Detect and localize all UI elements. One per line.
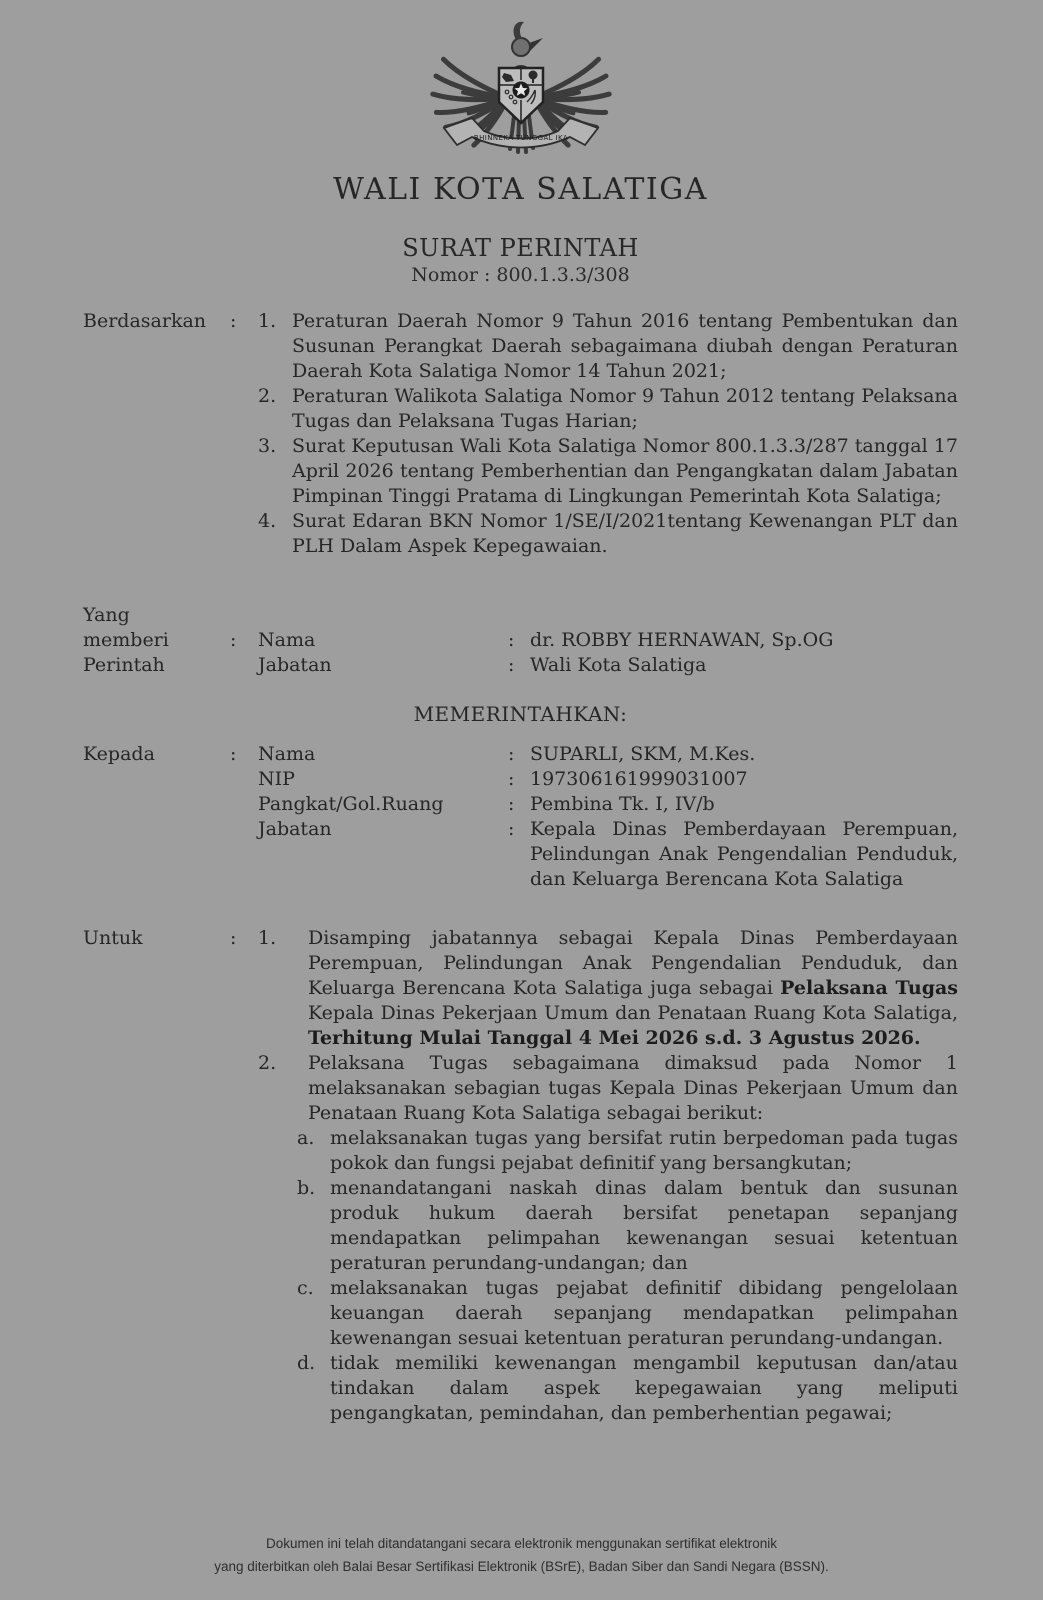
- item-text: tidak memiliki kewenangan mengambil keputusan dan/atau tindakan dalam aspek kepegawaian yang meliputi pengangkatan, pemindahan, dan pemberhentian pegawai;: [330, 1352, 958, 1424]
- item-marker: 1.: [258, 310, 277, 332]
- item-text-part: Disamping jabatannya sebagai Kepala Dinas Pemberdayaan Perempuan, Pelindungan Anak Pengendalian Penduduk, dan Keluarga Berencana Kota Salatiga juga sebagai: [308, 927, 958, 999]
- emblem-motto-text: BHINNEKA TUNGGAL IKA: [473, 134, 568, 142]
- item-marker: 3.: [258, 435, 277, 457]
- pemberi-label: Yang: [83, 604, 130, 626]
- list-item: [258, 926, 958, 1051]
- field-value: Kepala Dinas Pemberdayaan Perempuan, Pelindungan Anak Pengendalian Penduduk, dan Keluarga Berencana Kota Salatiga: [530, 818, 958, 890]
- colon-separator: :: [508, 768, 515, 790]
- item-text: Surat Edaran BKN Nomor 1/SE/I/2021tentang Kewenangan PLT dan PLH Dalam Aspek Kepegawaian.: [292, 510, 958, 557]
- colon-separator: :: [508, 629, 515, 651]
- item-text-part: Kepala Dinas Pekerjaan Umum dan Penataan Ruang Kota Salatiga,: [308, 1002, 958, 1024]
- colon-separator: :: [508, 654, 515, 676]
- field-value: SUPARLI, SKM, M.Kes.: [530, 743, 756, 765]
- untuk-list: [258, 926, 958, 1426]
- list-item: [258, 309, 958, 384]
- item-text: Surat Keputusan Wali Kota Salatiga Nomor 800.1.3.3/287 tanggal 17 April 2026 tentang Pemberhentian dan Pengangkatan dalam Jabatan Pimpinan Tinggi Pratama di Lingkungan Pemerintah Kota Salatiga;: [292, 435, 958, 507]
- item-text-bold: Terhitung Mulai Tanggal 4 Mei 2026 s.d. 3 Agustus 2026.: [308, 1027, 921, 1049]
- pemberi-label: memberi: [83, 629, 169, 651]
- item-text: [308, 926, 958, 1051]
- berdasarkan-list: [258, 309, 958, 559]
- berdasarkan-label: Berdasarkan: [83, 310, 207, 332]
- field-value: Wali Kota Salatiga: [530, 654, 707, 676]
- field-value: Pembina Tk. I, IV/b: [530, 793, 715, 815]
- item-text: menandatangani naskah dinas dalam bentuk dan susunan produk hukum daerah bersifat penetapan sepanjang mendapatkan pelimpahan kewenangan sesuai ketentuan peraturan perundang-undangan; dan: [330, 1177, 958, 1274]
- item-text: melaksanakan tugas yang bersifat rutin berpedoman pada tugas pokok dan fungsi pejabat definitif yang bersangkutan;: [330, 1127, 958, 1174]
- memerintahkan-heading: MEMERINTAHKAN:: [413, 702, 628, 726]
- footer-line: Dokumen ini telah ditandatangani secara elektronik menggunakan sertifikat elektronik: [265, 1536, 778, 1551]
- item-marker: b.: [297, 1177, 316, 1199]
- item-text: Peraturan Walikota Salatiga Nomor 9 Tahun 2012 tentang Pelaksana Tugas dan Pelaksana Tugas Harian;: [292, 385, 958, 432]
- item-text-bold: Pelaksana Tugas: [780, 977, 958, 999]
- item-marker: 2.: [258, 1052, 277, 1074]
- untuk-sub-list: [297, 1126, 958, 1426]
- doc-title: SURAT PERINTAH: [402, 234, 639, 262]
- list-item: [258, 509, 958, 559]
- electronic-signature-footer: [0, 1532, 1043, 1578]
- footer-line: yang diterbitkan oleh Balai Besar Sertifikasi Elektronik (BSrE), Badan Siber dan Sandi Negara (BSSN).: [214, 1559, 829, 1574]
- item-text: Pelaksana Tugas sebagaimana dimaksud pada Nomor 1 melaksanakan sebagian tugas Kepala Dinas Pekerjaan Umum dan Penataan Ruang Kota Salatiga sebagai berikut:: [308, 1052, 958, 1124]
- item-body: [297, 1051, 958, 1426]
- item-marker: a.: [297, 1127, 315, 1149]
- item-marker: 4.: [258, 510, 277, 532]
- colon-separator: :: [508, 818, 515, 840]
- sub-list-item: [297, 1351, 958, 1426]
- field-label: Pangkat/Gol.Ruang: [258, 793, 444, 815]
- sub-list-item: [297, 1176, 958, 1276]
- field-label: Nama: [258, 743, 316, 765]
- item-marker: c.: [297, 1277, 314, 1299]
- item-text: Peraturan Daerah Nomor 9 Tahun 2016 tentang Pembentukan dan Susunan Perangkat Daerah sebagaimana diubah dengan Peraturan Daerah Kota Salatiga Nomor 14 Tahun 2021;: [292, 310, 958, 382]
- item-marker: 1.: [258, 927, 277, 949]
- colon-separator: :: [508, 743, 515, 765]
- pemberi-perintah-section: [83, 603, 958, 678]
- doc-number: Nomor : 800.1.3.3/308: [411, 264, 630, 286]
- field-label: Jabatan: [258, 818, 332, 840]
- institution-title: WALI KOTA SALATIGA: [333, 172, 708, 207]
- list-item: [258, 1051, 958, 1426]
- list-item: [258, 434, 958, 509]
- field-value: 197306161999031007: [530, 768, 748, 790]
- field-label: Nama: [258, 629, 316, 651]
- pemberi-label: Perintah: [83, 654, 165, 676]
- untuk-label: Untuk: [83, 927, 143, 949]
- colon-separator: :: [230, 927, 237, 949]
- letterhead: [83, 14, 958, 207]
- sub-list-item: [297, 1276, 958, 1351]
- colon-separator: :: [508, 793, 515, 815]
- sub-list-item: [297, 1126, 958, 1176]
- colon-separator: :: [230, 629, 237, 651]
- berdasarkan-section: [83, 309, 958, 559]
- list-item: [258, 384, 958, 434]
- doc-title-block: [83, 234, 958, 286]
- item-marker: 2.: [258, 385, 277, 407]
- colon-separator: :: [230, 743, 237, 765]
- item-text: melaksanakan tugas pejabat definitif dibidang pengelolaan keuangan daerah sepanjang mendapatkan pelimpahan kewenangan sesuai ketentuan peraturan perundang-undangan.: [330, 1277, 958, 1349]
- garuda-pancasila-emblem: [426, 14, 616, 164]
- kepada-section: [83, 742, 958, 892]
- kepada-label: Kepada: [83, 743, 155, 765]
- untuk-section: [83, 926, 958, 1426]
- field-label: NIP: [258, 768, 295, 790]
- field-value: dr. ROBBY HERNAWAN, Sp.OG: [530, 629, 834, 651]
- field-label: Jabatan: [258, 654, 332, 676]
- colon-separator: :: [230, 310, 237, 332]
- item-marker: d.: [297, 1352, 316, 1374]
